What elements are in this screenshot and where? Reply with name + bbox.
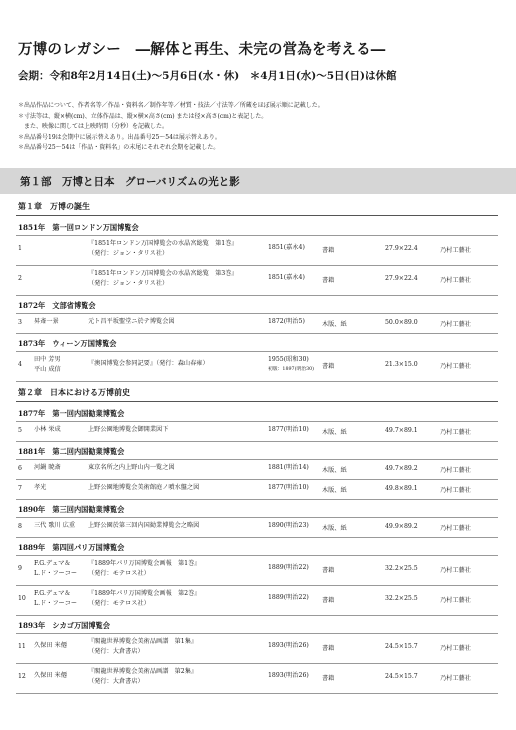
item-date xyxy=(268,425,309,435)
item-artist xyxy=(34,317,59,327)
section-rule xyxy=(16,555,498,556)
date-text: 1851(嘉永4) xyxy=(268,244,305,251)
page-title: 万博のレガシー ―解体と再生、未完の営為を考える― xyxy=(18,41,386,58)
section-rule xyxy=(16,633,498,634)
item-title xyxy=(88,667,197,687)
item-number: 5 xyxy=(18,427,22,434)
item-material: 書籍 xyxy=(322,597,335,604)
item-date xyxy=(268,243,305,253)
item-owner: 乃村工藝社 xyxy=(440,321,471,328)
note-line: また、映像に関しては上映時間（分秒）を記載した。 xyxy=(18,123,169,131)
item-number: 6 xyxy=(18,465,22,472)
title-line: 東京名所之内上野山内一覧之図 xyxy=(88,464,175,471)
item-date xyxy=(268,355,314,375)
item-material: 木版、紙 xyxy=(322,467,347,474)
item-number: 7 xyxy=(18,485,22,492)
item-material: 書籍 xyxy=(322,675,335,682)
item-owner: 乃村工藝社 xyxy=(440,487,471,494)
title-line: 『閣龍世界博覧会美術品画譜 第2集』 xyxy=(88,668,198,675)
artist-line: 久保田 米僊 xyxy=(34,672,67,679)
artist-line: 孝光 xyxy=(34,484,47,491)
date-text: 1889(明治22) xyxy=(268,564,309,571)
item-title xyxy=(88,521,199,531)
item-title xyxy=(88,637,197,657)
section-title: 1877年 第一回内国勧業博覧会 xyxy=(18,409,125,418)
note-line: ＊出品番号25～54は「作品・資料名」の末尾にそれぞれ会期を記載した。 xyxy=(18,144,220,152)
item-size: 21.3×15.0 xyxy=(385,361,418,368)
title-line: （発行：モテロス社） xyxy=(88,570,150,577)
date-text: 1890(明治23) xyxy=(268,522,309,529)
item-material: 書籍 xyxy=(322,277,335,284)
item-number: 2 xyxy=(18,275,22,282)
title-line: （発行：ジョン・タリス社） xyxy=(88,280,169,287)
item-owner: 乃村工藝社 xyxy=(440,525,471,532)
item-number: 3 xyxy=(18,319,22,326)
artist-line: 小林 栄成 xyxy=(34,426,61,433)
date-text: 1893(明治26) xyxy=(268,642,309,649)
list-item xyxy=(0,667,516,691)
list-item xyxy=(0,521,516,535)
item-size: 49.7×89.2 xyxy=(385,465,418,472)
title-line: （発行：ジョン・タリス社） xyxy=(88,250,169,257)
item-owner: 乃村工藝社 xyxy=(440,645,471,652)
item-title xyxy=(88,359,209,369)
item-owner: 乃村工藝社 xyxy=(440,247,471,254)
item-owner: 乃村工藝社 xyxy=(440,429,471,436)
item-owner: 乃村工藝社 xyxy=(440,597,471,604)
section-title: 1889年 第四回パリ万国博覧会 xyxy=(18,543,125,552)
item-date xyxy=(268,521,309,531)
item-size: 32.2×25.5 xyxy=(385,595,418,602)
list-item xyxy=(0,317,516,331)
item-artist xyxy=(34,559,77,579)
item-title xyxy=(88,239,238,259)
item-date xyxy=(268,671,309,681)
title-line: 元ト昌平坂聖堂ニ於テ博覧会図 xyxy=(88,318,175,325)
section-rule xyxy=(16,313,498,314)
list-item xyxy=(0,463,516,477)
title-line: 『1889年パリ万国博覧会画報 第1巻』 xyxy=(88,560,201,567)
artist-line: 三代 歌川 広重 xyxy=(34,522,76,529)
date-text: 1877(明治10) xyxy=(268,484,309,491)
title-line: （発行：モテロス社） xyxy=(88,600,150,607)
list-item xyxy=(0,589,516,613)
item-date xyxy=(268,641,309,651)
title-line: 『1889年パリ万国博覧会画報 第2巻』 xyxy=(88,590,201,597)
item-date xyxy=(268,463,309,473)
item-number: 9 xyxy=(18,565,22,572)
list-item xyxy=(0,483,516,497)
title-line: 『1851年ロンドン万国博覧会の水晶宮総覧 第3巻』 xyxy=(88,270,238,277)
date-note: 初版：1897(明治30) xyxy=(268,367,315,372)
row-rule xyxy=(16,333,498,334)
row-rule xyxy=(16,499,498,500)
row-rule xyxy=(16,693,498,694)
section-rule xyxy=(16,421,498,422)
part-title: 第１部 万博と日本 グローバリズムの光と影 xyxy=(20,176,240,188)
item-material: 書籍 xyxy=(322,645,335,652)
item-size: 49.9×89.2 xyxy=(385,523,418,530)
row-rule xyxy=(16,537,498,538)
row-rule xyxy=(16,295,498,296)
section-rule xyxy=(16,351,498,352)
item-artist xyxy=(34,521,75,531)
part-heading xyxy=(0,168,516,194)
item-date xyxy=(268,593,309,603)
item-owner: 乃村工藝社 xyxy=(440,467,471,474)
item-title xyxy=(88,269,238,289)
chapter-rule xyxy=(16,401,498,402)
item-material: 木版、紙 xyxy=(322,429,347,436)
item-artist xyxy=(34,589,77,609)
item-size: 27.9×22.4 xyxy=(385,245,418,252)
item-owner: 乃村工藝社 xyxy=(440,363,471,370)
note-line: ＊出品作品について、作者名等／作品・資料名／制作年等／材質・技法／寸法等／所蔵をほぼ展示順に記載した。 xyxy=(18,102,324,109)
item-size: 49.7×89.1 xyxy=(385,427,418,434)
artist-line: F.G.デュマ＆ xyxy=(34,590,71,597)
date-text: 1889(明治22) xyxy=(268,594,309,601)
title-line: 上野公園地博覧会御開業図下 xyxy=(88,426,169,433)
item-title xyxy=(88,463,175,473)
section-rule xyxy=(16,517,498,518)
section-rule xyxy=(16,459,498,460)
item-title xyxy=(88,559,201,579)
row-rule xyxy=(16,585,498,586)
row-rule xyxy=(16,615,498,616)
section-title: 1873年 ウィーン万国博覧会 xyxy=(18,339,117,348)
item-size: 27.9×22.4 xyxy=(385,275,418,282)
title-line: 上野公園地博覧会美術館庭ノ噴水盤之図 xyxy=(88,484,200,491)
artist-line: 田中 芳男 xyxy=(34,356,61,363)
date-text: 1851(嘉永4) xyxy=(268,274,305,281)
item-artist xyxy=(34,463,61,473)
item-artist xyxy=(34,355,61,375)
item-date xyxy=(268,483,309,493)
chapter-rule xyxy=(16,215,498,216)
item-number: 4 xyxy=(18,361,22,368)
item-artist xyxy=(34,483,46,493)
list-item xyxy=(0,239,516,263)
item-owner: 乃村工藝社 xyxy=(440,277,471,284)
date-text: 1877(明治10) xyxy=(268,426,309,433)
row-rule xyxy=(16,265,498,266)
title-line: 上野公園於第三回内国勧業博覧会之略図 xyxy=(88,522,200,529)
list-item xyxy=(0,355,516,379)
title-line: 『1851年ロンドン万国博覧会の水晶宮総覧 第1巻』 xyxy=(88,240,238,247)
artist-line: 昇斎一景 xyxy=(34,318,59,325)
chapter-title: 第１章 万博の誕生 xyxy=(18,201,90,211)
item-artist xyxy=(34,641,67,651)
item-material: 木版、紙 xyxy=(322,321,347,328)
item-number: 8 xyxy=(18,523,22,530)
item-number: 10 xyxy=(18,595,26,602)
item-date xyxy=(268,273,305,283)
item-date xyxy=(268,563,309,573)
row-rule xyxy=(16,479,498,480)
title-line: 『閣龍世界博覧会美術品画譜 第1集』 xyxy=(88,638,198,645)
item-artist xyxy=(34,671,67,681)
item-title xyxy=(88,589,201,609)
list-item xyxy=(0,637,516,661)
date-text: 1881(明治14) xyxy=(268,464,309,471)
artist-line: L.ド・フーコー xyxy=(34,600,78,607)
item-material: 木版、紙 xyxy=(322,525,347,532)
item-material: 書籍 xyxy=(322,363,335,370)
item-date xyxy=(268,317,305,327)
section-title: 1890年 第三回内国勧業博覧会 xyxy=(18,505,125,514)
note-line: ＊出品番号19は会期中に展示替えあり。出品番号25～54は展示替えあり。 xyxy=(18,133,221,141)
section-rule xyxy=(16,235,498,236)
item-owner: 乃村工藝社 xyxy=(440,567,471,574)
notes xyxy=(18,101,324,154)
item-material: 木版、紙 xyxy=(322,487,347,494)
item-owner: 乃村工藝社 xyxy=(440,675,471,682)
item-material: 書籍 xyxy=(322,567,335,574)
list-item xyxy=(0,269,516,293)
section-title: 1872年 文部省博覧会 xyxy=(18,301,96,310)
row-rule xyxy=(16,441,498,442)
item-number: 11 xyxy=(18,643,26,650)
list-item xyxy=(0,425,516,439)
row-rule xyxy=(16,381,498,382)
artist-line: F.G.デュマ＆ xyxy=(34,560,71,567)
item-number: 1 xyxy=(18,245,22,252)
item-size: 24.5×15.7 xyxy=(385,643,418,650)
note-line: ＊寸法等は、縦×横(cm)、立体作品は、縦×横×高さ(cm) または径×高さ(cm)と表記した。 xyxy=(18,112,268,120)
title-line: （発行：大倉書店） xyxy=(88,678,144,685)
artist-line: 河鍋 暁斎 xyxy=(34,464,61,471)
item-size: 49.8×89.1 xyxy=(385,485,418,492)
item-number: 12 xyxy=(18,673,26,680)
item-material: 書籍 xyxy=(322,247,335,254)
title-line: （発行：大倉書店） xyxy=(88,648,144,655)
row-rule xyxy=(16,663,498,664)
item-artist xyxy=(34,425,61,435)
list-item xyxy=(0,559,516,583)
artist-line: L.ド・フーコー xyxy=(34,570,78,577)
chapter-title: 第２章 日本における万博前史 xyxy=(18,387,130,397)
section-title: 1851年 第一回ロンドン万国博覧会 xyxy=(18,223,139,232)
item-title xyxy=(88,317,175,327)
artist-line: 久保田 米僊 xyxy=(34,642,67,649)
artist-line: 平山 成信 xyxy=(34,366,61,373)
exhibition-period: 会期：令和8年2月14日(土)～5月6日(水・休) ＊4月1日(水)～5日(日)は休館 xyxy=(18,70,397,82)
section-title: 1893年 シカゴ万国博覧会 xyxy=(18,621,110,630)
date-text: 1893(明治26) xyxy=(268,672,309,679)
item-size: 24.5×15.7 xyxy=(385,673,418,680)
date-text: 1872(明治5) xyxy=(268,318,305,325)
item-title xyxy=(88,483,199,493)
item-title xyxy=(88,425,168,435)
section-title: 1881年 第二回内国勧業博覧会 xyxy=(18,447,125,456)
title-line: 『澳国博覧会参同記要』（発行：森山春雍） xyxy=(88,360,209,367)
date-text: 1955(昭和30) xyxy=(268,356,309,363)
item-size: 50.0×89.0 xyxy=(385,319,418,326)
item-size: 32.2×25.5 xyxy=(385,565,418,572)
